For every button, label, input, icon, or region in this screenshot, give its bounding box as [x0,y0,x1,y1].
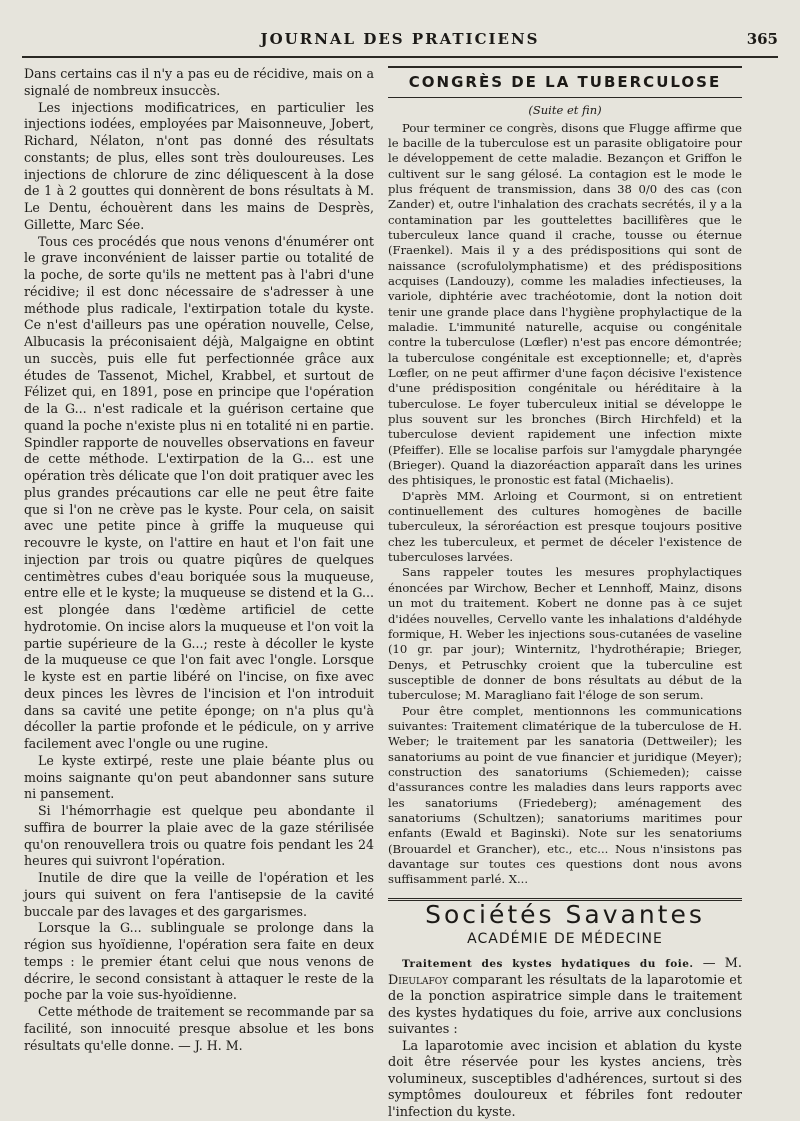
section-title: CONGRÈS DE LA TUBERCULOSE [388,70,742,98]
lead-text: comparant les résultats de la laparotomie et de la ponction aspiratrice simple dans le traitement des kystes hydatiques du foie, arrive aux conclusions suivantes : [388,972,742,1038]
paragraph: Dans certains cas il n'y a pas eu de récidive, mais on a signalé de nombreux insuccès. [24,66,374,98]
societes-heading: Sociétés Savantes [425,899,705,929]
academie-body [388,956,742,1121]
page-number: 365 [746,30,778,48]
left-column [24,66,374,1054]
congress-frame [388,66,742,98]
paragraph: Lorsque la G... sublinguale se prolonge dans la région sus hyoïdienne, l'opération sera faite en deux temps : le premier étant celui que nous venons de décrire, le second consistant à attaquer le reste de la poche par la voie sus-hyoïdienne. [24,920,374,1003]
academie-heading: ACADÉMIE DE MÉDECINE [467,931,663,948]
conclusion-paragraph: La laparotomie avec incision et ablation du kyste doit être réservée pour les kystes anciens, très volumineux, susceptibles d'adhérences, surtout si des symptômes douloureux et fébriles font redouter l'infection du kyste. [388,1038,742,1120]
congress-body [388,121,742,888]
right-column [388,66,742,1121]
paragraph: Sans rappeler toutes les mesures prophylactiques énoncées par Wirchow, Becher et Lennhoff, Mainz, disons un mot du traitement. Kobert ne donne pas à ce sujet d'idées nouvelles, Cervello vante les inhalations d'aldéhyde formique, H. Weber les injections sous-cutanées de vaseline (10 gr. par jour); Winternitz, l'hydrothérapie; Brieger, Denys, et Petruschky croient que la tuberculine est susceptible de donner de bons résultats au début de la tuberculose; M. Maragliano fait l'éloge de son serum. [388,565,742,703]
running-header [22,30,778,58]
paragraph: Pour être complet, mentionnons les communications suivantes: Traitement climatérique de la tuberculose de H. Weber; le traitement par les sanatoria (Dettweiler); les sanatoriums au point de vue financier et juridique (Meyer); construction des sanatoriums (Schiemeden); caisse d'assurances contre les maladies dans leurs rapports avec les sanatoriums (Friedeberg); aménagement des sanatoriums (Schultzen); sanatoriums maritimes pour enfants (Ewald et Baginski). Note sur les senatoriums (Brouardel et Grancher), etc., etc... Nous n'insistons pas davantage sur toutes ces questions dont nous avons suffisamment parlé. X... [388,703,742,887]
continuation-note: (Suite et fin) [528,102,602,117]
paragraph: Les injections modificatrices, en particulier les injections iodées, employées par Maisonneuve, Jobert, Richard, Nélaton, n'ont pas donné des résultats constants; de plus, elles sont très douloureuses. Les injections de chlorure de zinc déliquescent à la dose de 1 à 2 gouttes qui donnèrent de bons résultats à M. Le Dentu, échouèrent dans les mains de Desprès, Gillette, Marc Sée. [24,99,374,232]
paragraph: Pour terminer ce congrès, disons que Flugge affirme que le bacille de la tuberculose est un parasite obligatoire pour le développement de cette maladie. Bezançon et Griffon le cultivent sur le sang gélosé. La contagion est le mode le plus fréquent de transmission, dans 38 0/0 des cas (con Zander) et, outre l'inhalation des crachats secrétés, il y a la contamination par les gouttelettes bacillifères que le tuberculeux lance quand il crache, tousse ou éternue (Fraenkel). Mais il y a des prédispositions qui sont de naissance (scrofulolymphatisme) et des prédispositions acquises (Landouzy), comme les maladies infectieuses, la variole, diphtérie avec trachéotomie, dont la notion doit tenir une grande place dans l'hygiène prophylactique de la maladie. L'immunité naturelle, acquise ou congénitale contre la tuberculose (Lœfler) n'est pas encore démontrée; la tuberculose congénitale est exceptionnelle; et, d'après Lœfler, on ne peut affirmer d'une façon décisive l'existence d'une prédisposition congénitale ou héréditaire à la tuberculose. Le foyer tuberculeux initial se développe le plus souvent sur les bronches (Birch Hirchfeld) et la tuberculose devient rapidement une infection mixte (Pfeiffer). Elle se localise parfois sur l'amygdale pharyngée (Brieger). Quand la diazoréaction apparaît dans les urines des phtisiques, le pronostic est fatal (Michaelis). [388,120,742,488]
lead-title: Traitement des kystes hydatiques du foie. [402,958,694,971]
journal-title: JOURNAL DES PRATICIENS [260,30,540,48]
paragraph: Inutile de dire que la veille de l'opération et les jours qui suivent on fera l'antisepsie de la cavité buccale par des lavages et des gargarismes. [24,870,374,919]
lead-paragraph [388,956,742,1039]
paragraph: Tous ces procédés que nous venons d'énumérer ont le grave inconvénient de laisser partie ou totalité de la poche, de sorte qu'ils ne mettent pas à l'abri d'une récidive; il est donc nécessaire de s'adresser à une méthode plus radicale, l'extirpation totale du kyste. Ce n'est d'ailleurs pas une opération nouvelle, Celse, Albucasis la préconisaient déjà, Malgaigne en obtint un succès, puis elle fut perfectionnée grâce aux études de Tassenot, Michel, Krabbel, et surtout de Félizet qui, en 1891, pose en principe que l'opération de la G... n'est radicale et la guérison certaine que quand la poche n'existe plus ni en totalité ni en partie. Spindler rapporte de nouvelles observations en faveur de cette méthode. L'extirpation de la G... est une opération très délicate que l'on doit pratiquer avec les plus grandes précautions car elle ne peut être faite que si l'on ne crève pas le kyste. Pour cela, on saisit avec une petite pince à griffe la muqueuse qui recouvre le kyste, on l'attire en haut et l'on fait une injection par trois ou quatre piqûres de quelques centimètres cubes d'eau boriquée sous la muqueuse, entre elle et le kyste; la muqueuse se distend et la G... est plongée dans l'œdème artificiel de cette hydrotomie. On incise alors la muqueuse et l'on voit la partie supérieure de la G...; reste à décoller le kyste de la muqueuse ce que l'on fait avec l'ongle. Lorsque le kyste est en partie libéré on l'incise, on fixe avec deux pinces les lèvres de l'incision et l'on introduit dans sa cavité une petite éponge; on n'a plus qu'à décoller la partie profonde et le pédicule, on y arrive facilement avec l'ongle ou une rugine. [24,233,374,751]
paragraph: D'après MM. Arloing et Courmont, si on entretient continuellement des cultures homogènes de bacille tuberculeux, la séroréaction est presque toujours positive chez les tuberculeux, et permet de déceler l'existence de tuberculoses larvées. [388,488,742,565]
paragraph: Si l'hémorrhagie est quelque peu abondante il suffira de bourrer la plaie avec de la gaze stérilisée qu'on renouvellera trois ou quatre fois pendant les 24 heures qui suivront l'opération. [24,803,374,869]
paragraph: Cette méthode de traitement se recommande par sa facilité, son innocuité presque absolue et les bons résultats qu'elle donne. — J. H. M. [24,1004,374,1053]
lead-author: — M. Dieulafoy [388,956,742,988]
paragraph: Le kyste extirpé, reste une plaie béante plus ou moins saignante qu'on peut abandonner sans suture ni pansement. [24,752,374,802]
